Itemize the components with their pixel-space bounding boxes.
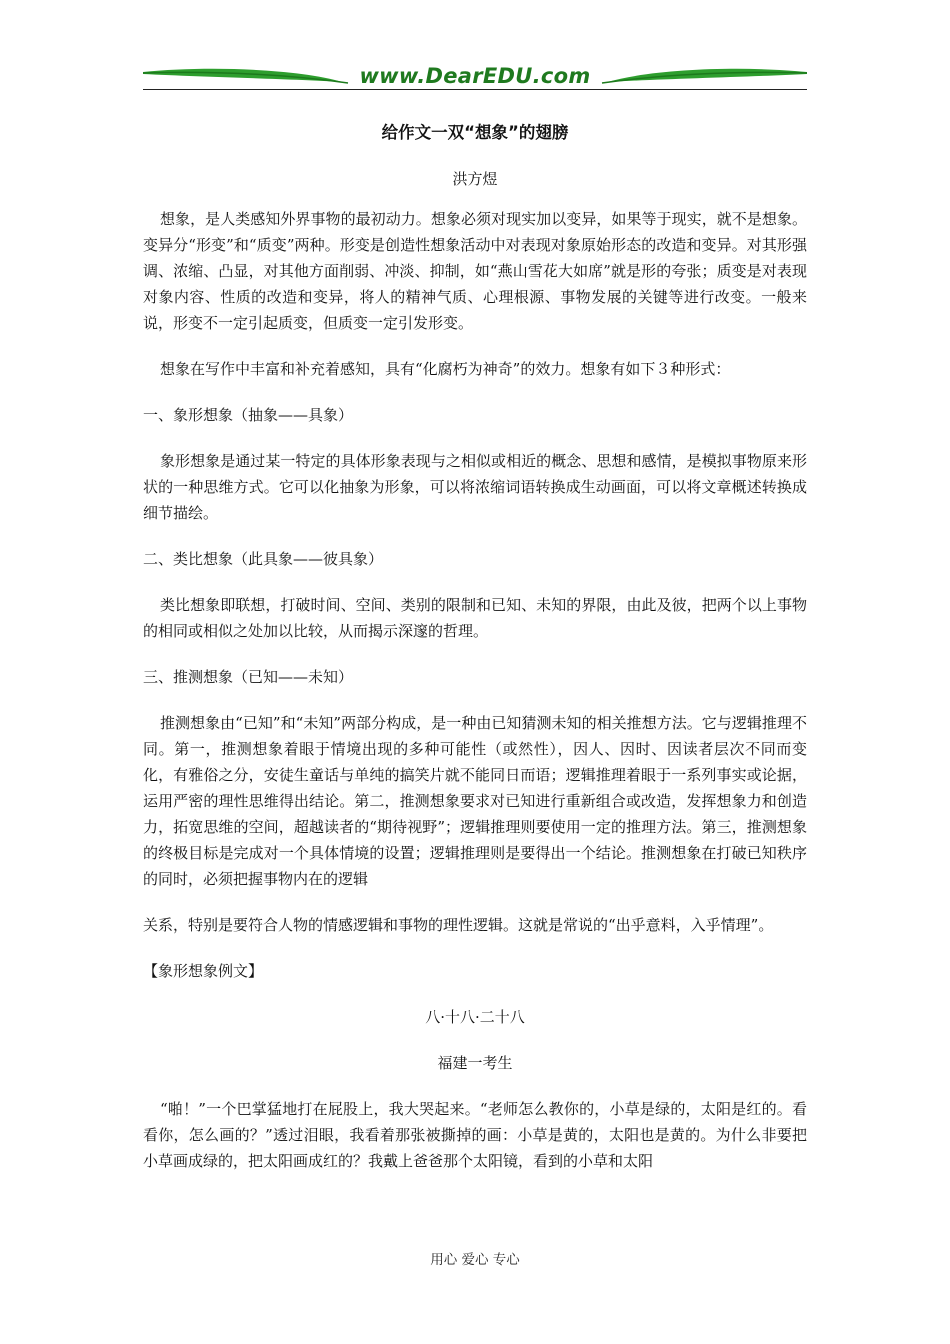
- header-divider: [143, 89, 807, 90]
- paragraph-section-3-continued: 关系，特别是要符合人物的情感逻辑和事物的理性逻辑。这就是常说的“出乎意料，入乎情理”。: [143, 916, 774, 934]
- section-heading-3: 三、推测想象（已知——未知）: [143, 668, 354, 686]
- article-author: 洪方煜: [452, 170, 498, 188]
- paragraph-section-1: 象形想象是通过某一特定的具体形象表现与之相似或相近的概念、思想和感情，是模拟事物原来形状的一种思维方式。它可以化抽象为形象，可以将浓缩词语转换成生动画面，可以将文章概述转换成细节描绘。: [143, 452, 807, 522]
- page-footer: 用心 爱心 专心: [430, 1252, 520, 1268]
- site-logo-text: www.DearEDU.com: [359, 64, 591, 88]
- section-heading-2: 二、类比想象（此具象——彼具象）: [143, 550, 384, 568]
- example-title: 八·十八·二十八: [425, 1008, 525, 1026]
- site-header-banner: [143, 62, 807, 92]
- paragraph-intro: 想象，是人类感知外界事物的最初动力。想象必须对现实加以变异，如果等于现实，就不是想象。变异分“形变”和“质变”两种。形变是创造性想象活动中对表现对象原始形态的改造和变异。对其形强调、浓缩、凸显，对其他方面削弱、冲淡、抑制，如“燕山雪花大如席”就是形的夸张；质变是对表现对象内容、性质的改造和变异，将人的精神气质、心理根源、事物发展的关键等进行改变。一般来说，形变不一定引起质变，但质变一定引发形变。: [143, 210, 807, 332]
- article-body: [143, 120, 807, 1194]
- example-label: 【象形想象例文】: [143, 962, 264, 980]
- paragraph-section-2: 类比想象即联想，打破时间、空间、类别的限制和已知、未知的界限，由此及彼，把两个以上事物的相同或相似之处加以比较，从而揭示深邃的哲理。: [143, 596, 807, 640]
- article-title: 给作文一双“想象”的翅膀: [381, 123, 569, 142]
- example-author: 福建一考生: [437, 1054, 513, 1072]
- paragraph-forms: 想象在写作中丰富和补充着感知，具有“化腐朽为神奇”的效力。想象有如下３种形式：: [160, 360, 731, 378]
- section-heading-1: 一、象形想象（抽象——具象）: [143, 406, 354, 424]
- example-paragraph: “啪！”一个巴掌猛地打在屁股上，我大哭起来。“老师怎么教你的，小草是绿的，太阳是红的。看看你，怎么画的？”透过泪眼，我看着那张被撕掉的画：小草是黄的，太阳也是黄的。为什么非要把小草画成绿的，把太阳画成红的？我戴上爸爸那个太阳镜，看到的小草和太阳: [143, 1100, 807, 1170]
- paragraph-section-3: 推测想象由“已知”和“未知”两部分构成，是一种由已知猜测未知的相关推想方法。它与逻辑推理不同。第一，推测想象着眼于情境出现的多种可能性（或然性），因人、因时、因读者层次不同而变化，有雅俗之分，安徒生童话与单纯的搞笑片就不能同日而语；逻辑推理着眼于一系列事实或论据，运用严密的理性思维得出结论。第二，推测想象要求对已知进行重新组合或改造，发挥想象力和创造力，拓宽思维的空间，超越读者的“期待视野”；逻辑推理则要使用一定的推理方法。第三，推测想象的终极目标是完成对一个具体情境的设置；逻辑推理则是要得出一个结论。推测想象在打破已知秩序的同时，必须把握事物内在的逻辑: [143, 714, 807, 888]
